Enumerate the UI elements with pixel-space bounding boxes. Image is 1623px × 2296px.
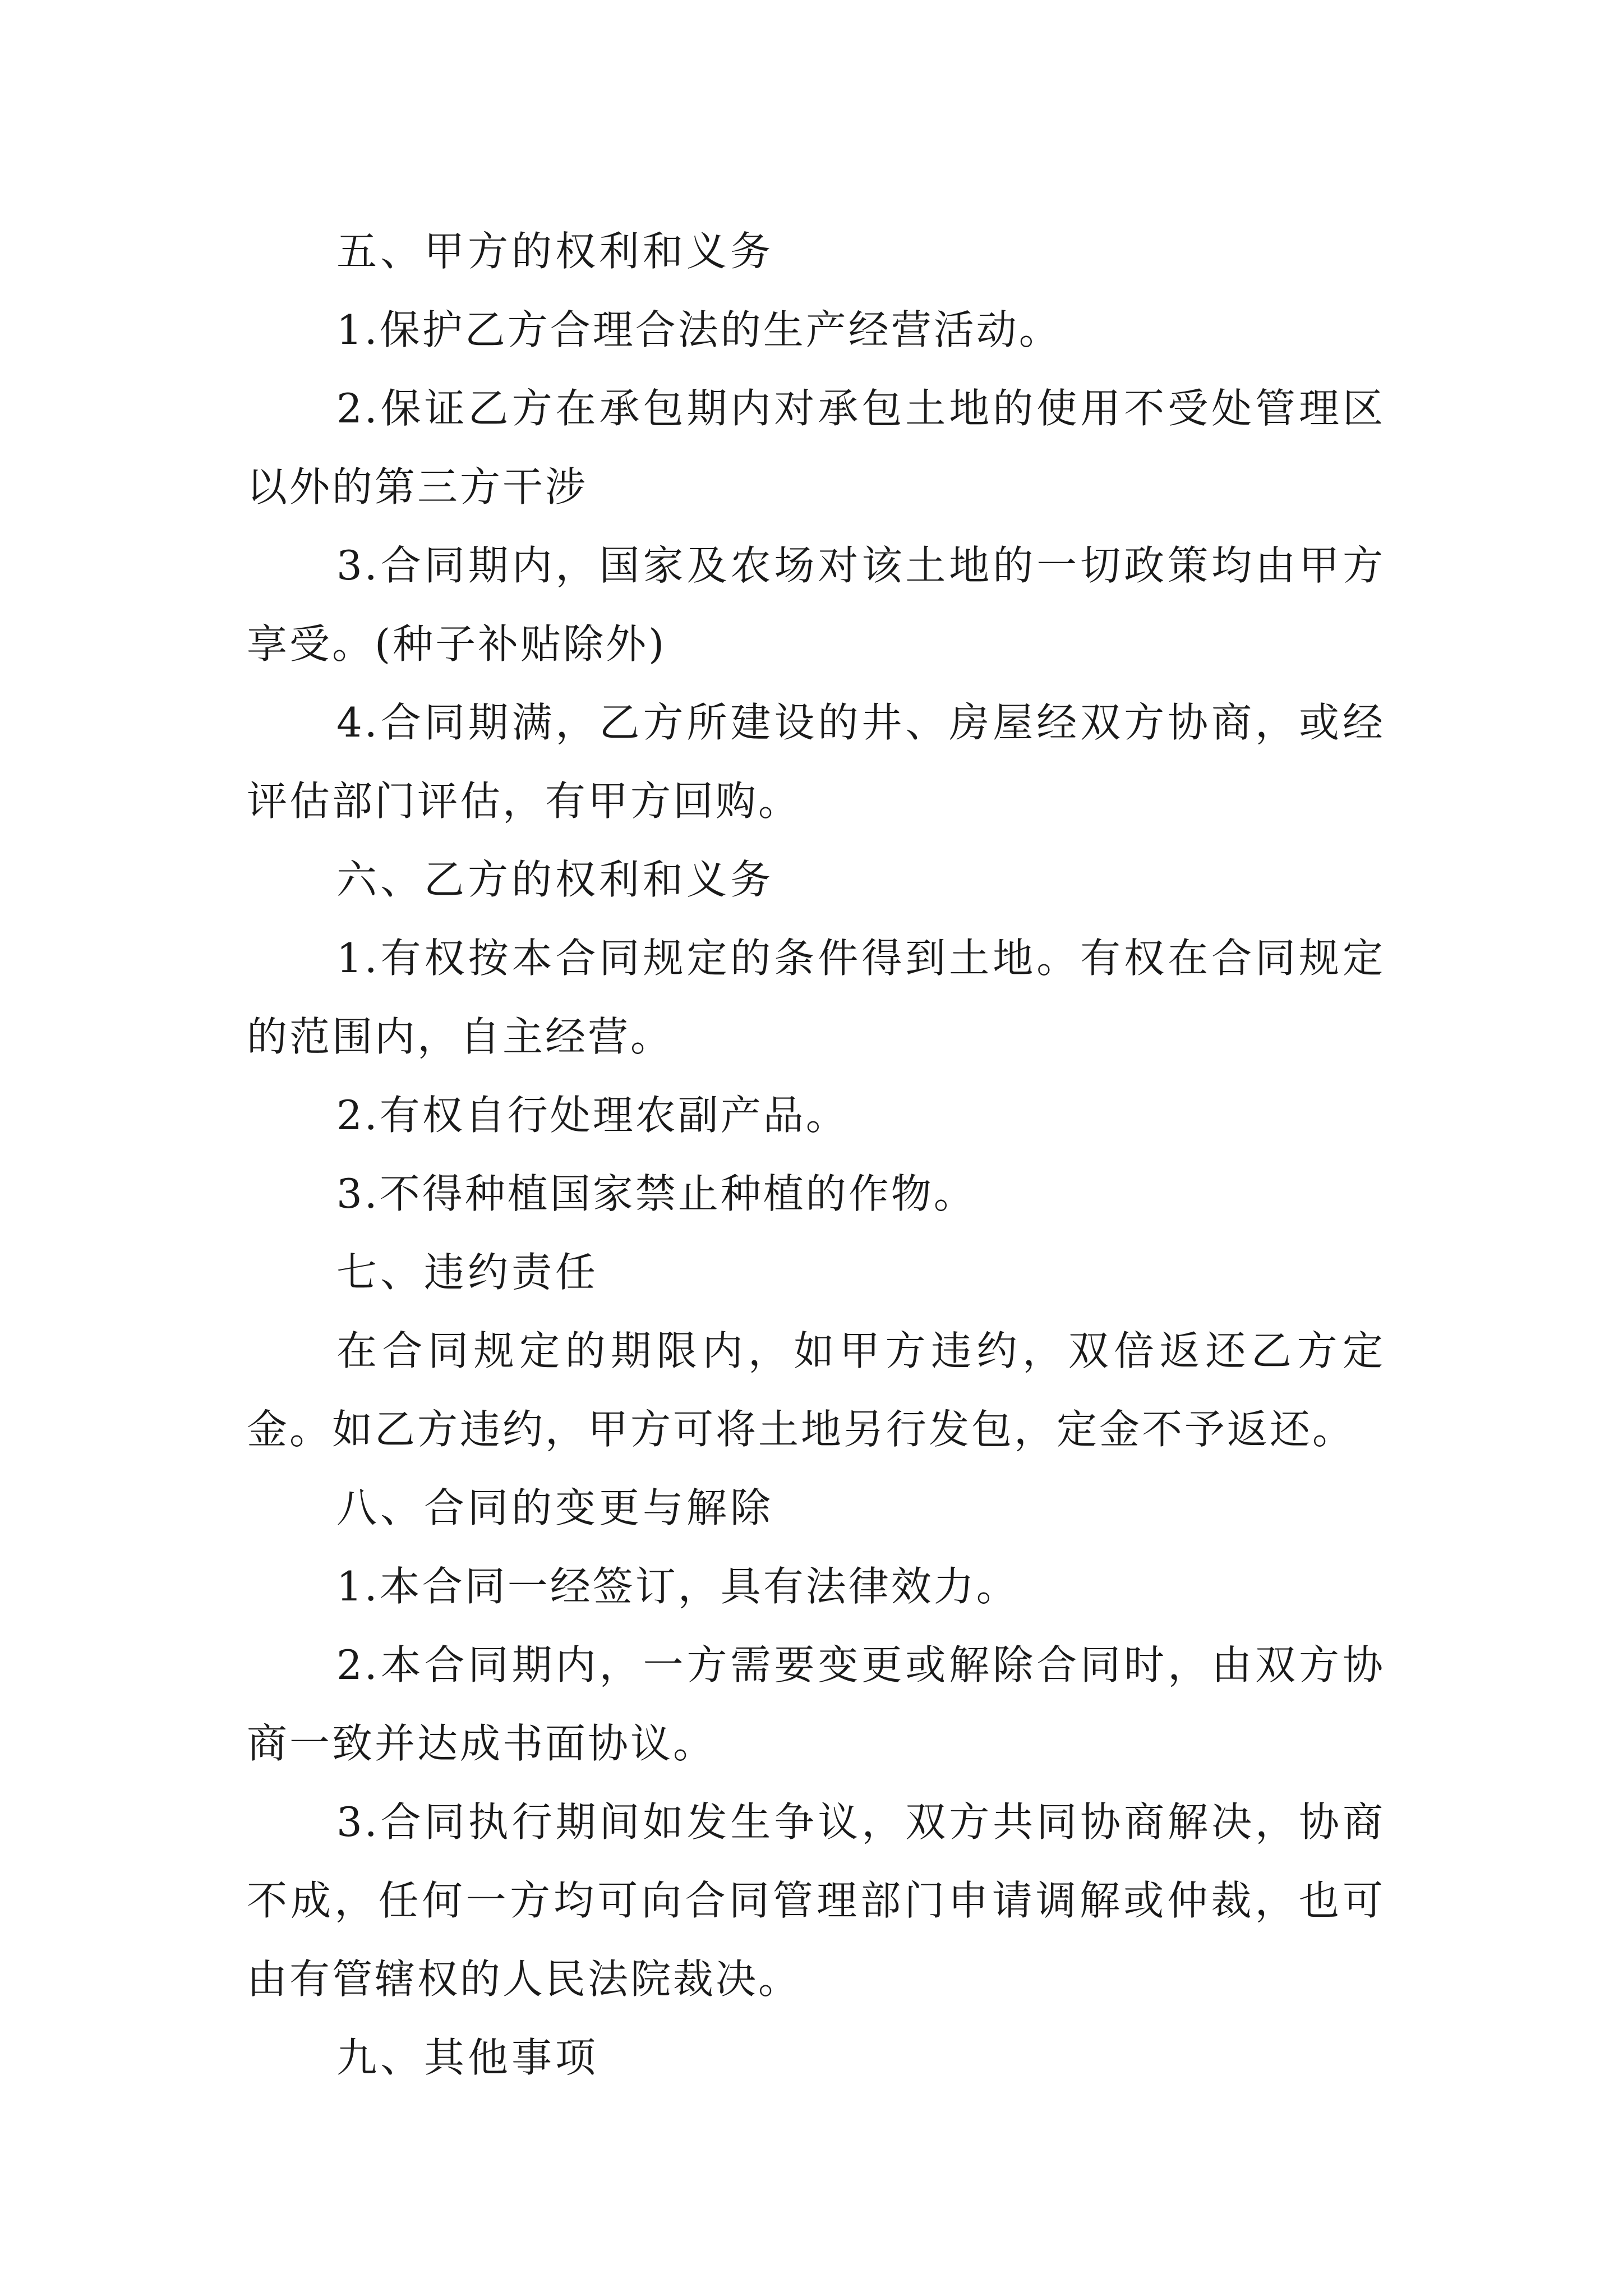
clause-6-1: 1.有权按本合同规定的条件得到土地。有权在合同规定的范围内，自主经营。 — [247, 935, 1385, 1060]
clause-8-3: 3.合同执行期间如发生争议，双方共同协商解决，协商不成，任何一方均可向合同管理部门申请调解或仲裁，也可由有管辖权的人民法院裁决。 — [247, 1798, 1385, 2003]
section-heading-5: 五、甲方的权利和义务 — [336, 228, 774, 275]
clause-6-3: 3.不得种植国家禁止种植的作物。 — [336, 1170, 976, 1217]
clause-6-2: 2.有权自行处理农副产品。 — [336, 1092, 849, 1139]
section-heading-7: 七、违约责任 — [336, 1249, 600, 1296]
clause-8-2: 2.本合同期内，一方需要变更或解除合同时，由双方协商一致并达成书面协议。 — [247, 1641, 1385, 1767]
section-heading-8: 八、合同的变更与解除 — [336, 1484, 774, 1531]
section-heading-6: 六、乙方的权利和义务 — [336, 856, 774, 903]
clause-7-text: 在合同规定的期限内，如甲方违约，双倍返还乙方定金。如乙方违约，甲方可将土地另行发包，定金不予返还。 — [247, 1327, 1385, 1453]
clause-5-1: 1.保护乙方合理合法的生产经营活动。 — [336, 306, 1062, 353]
document-body — [247, 212, 1385, 2097]
clause-5-4: 4.合同期满，乙方所建设的井、房屋经双方协商，或经评估部门评估，有甲方回购。 — [247, 699, 1385, 825]
section-heading-9: 九、其他事项 — [336, 2034, 600, 2081]
clause-8-1: 1.本合同一经签订，具有法律效力。 — [336, 1563, 1019, 1610]
clause-5-2: 2.保证乙方在承包期内对承包土地的使用不受处管理区以外的第三方干涉 — [247, 385, 1385, 510]
clause-5-3: 3.合同期内，国家及农场对该土地的一切政策均由甲方享受。(种子补贴除外) — [247, 542, 1385, 668]
